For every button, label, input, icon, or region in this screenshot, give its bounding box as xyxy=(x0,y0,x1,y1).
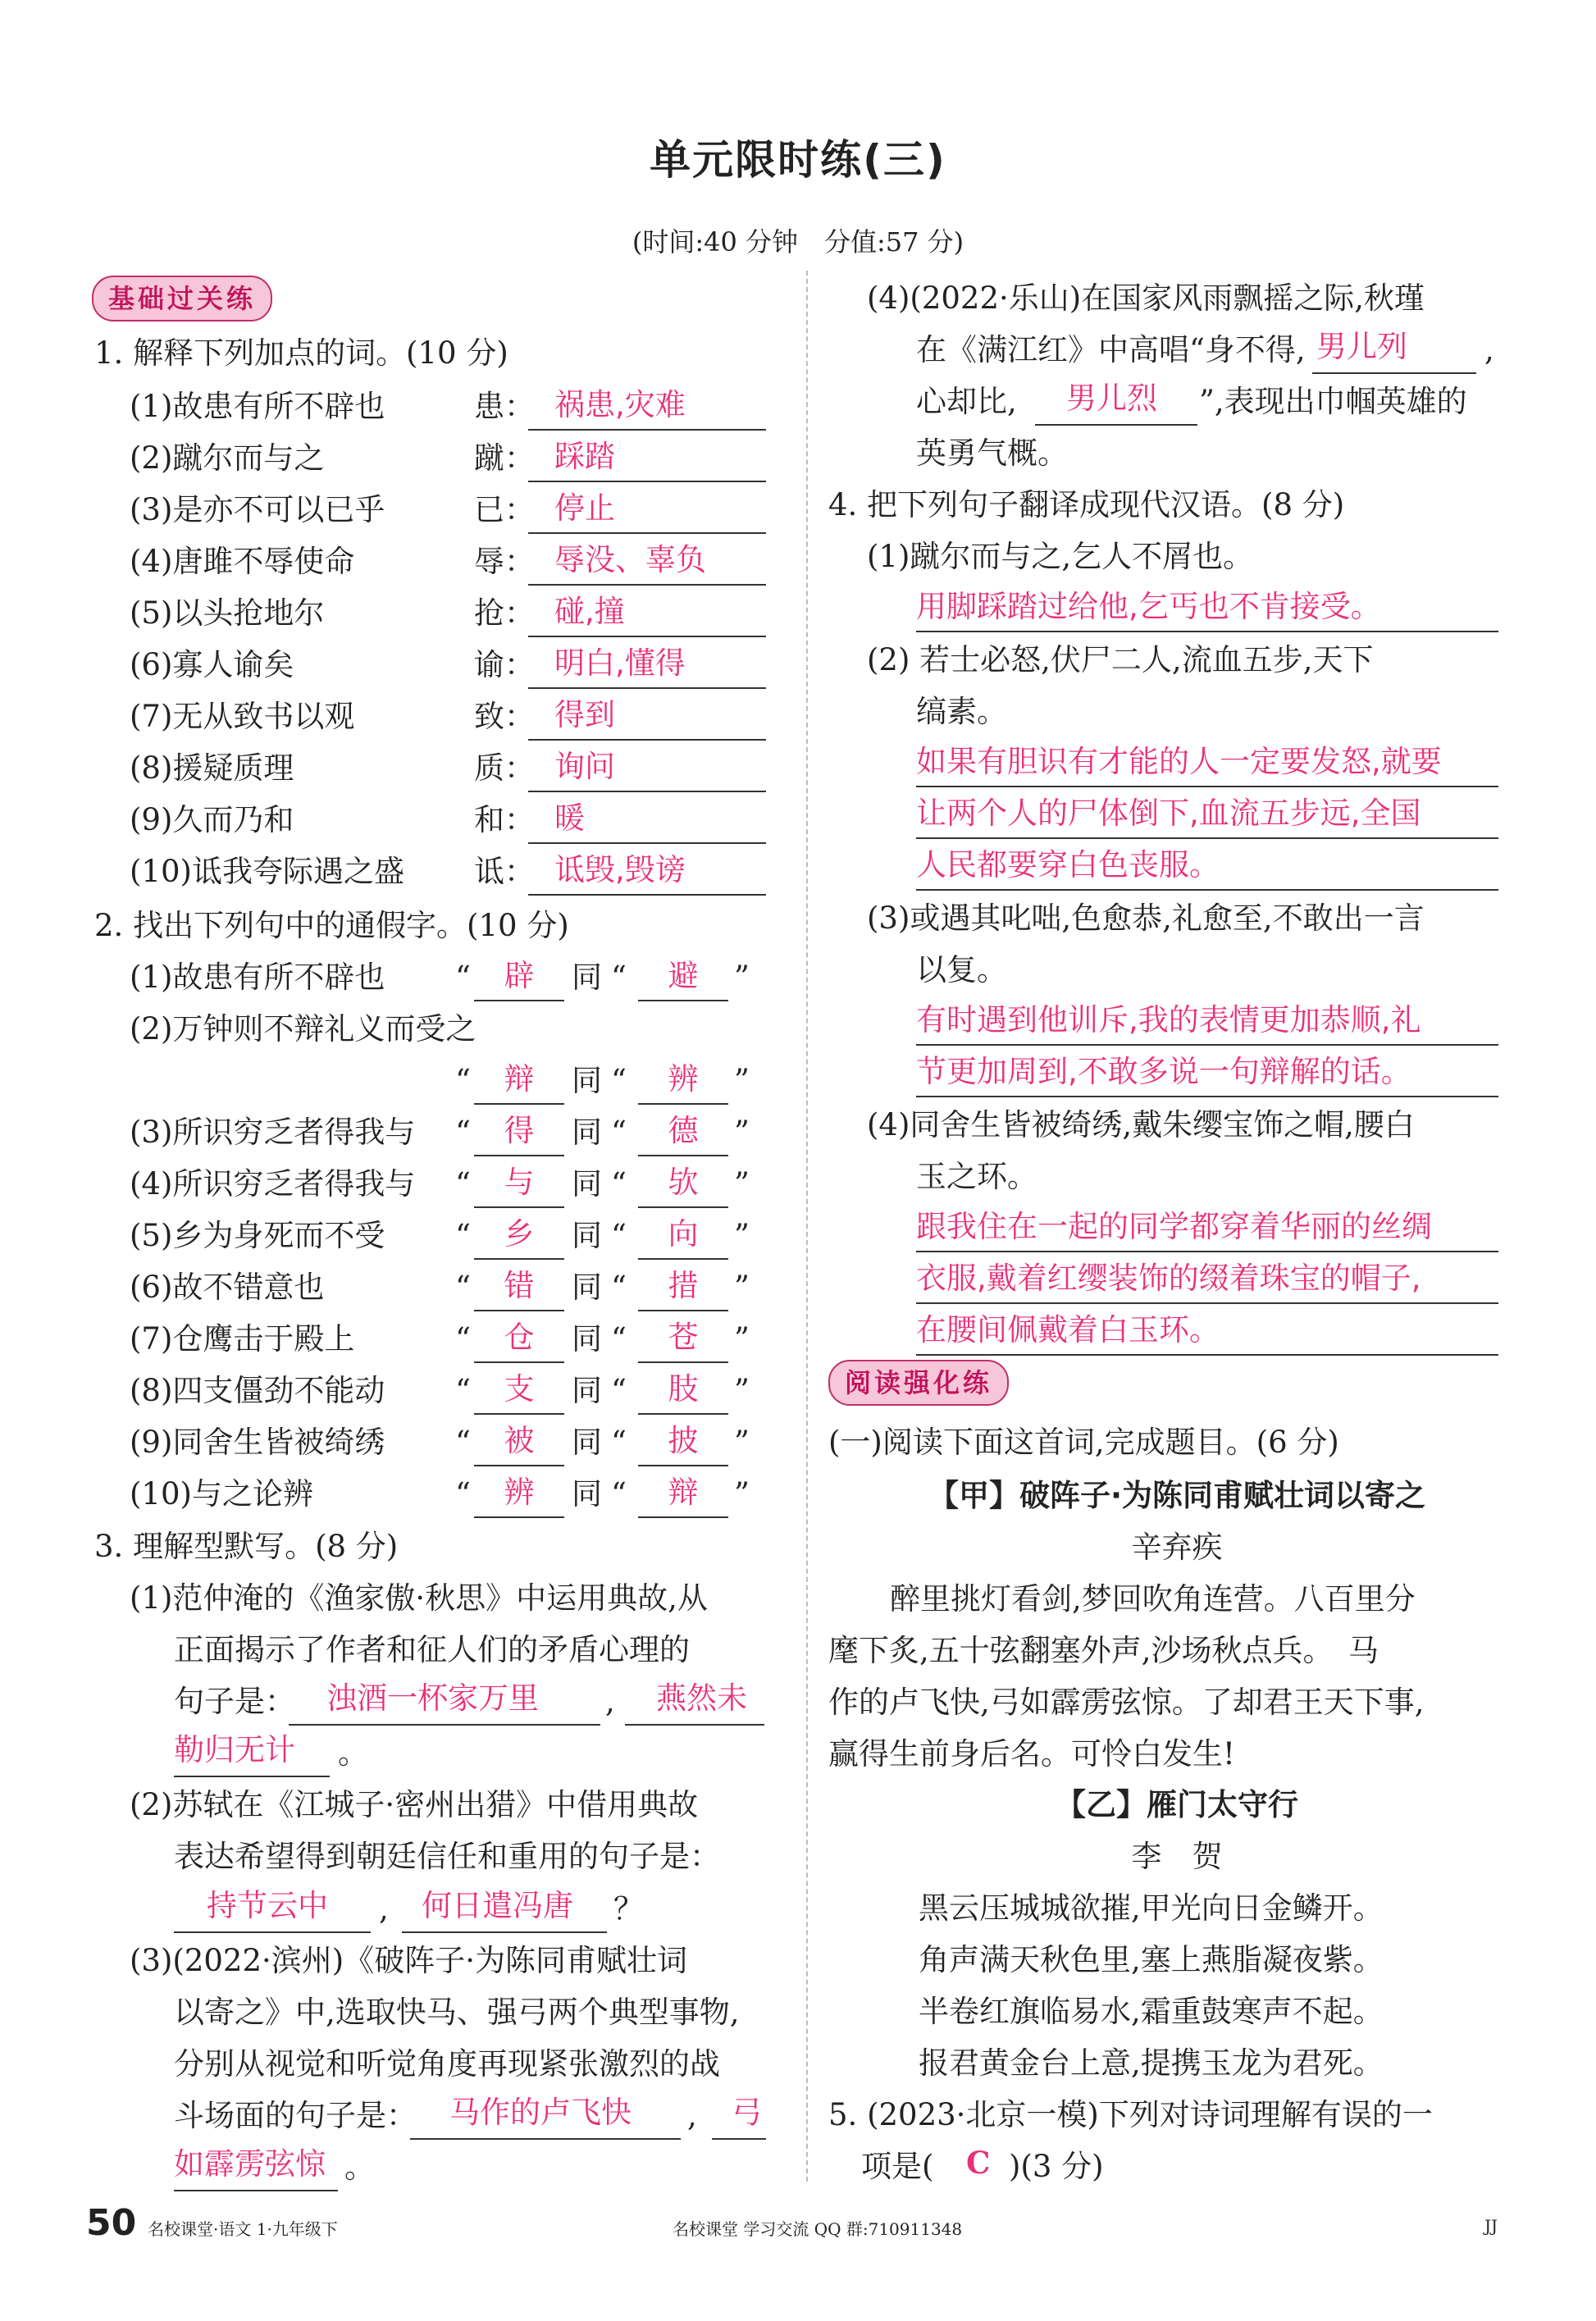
section-badge-reading: 阅读强化练 xyxy=(828,1360,1009,1406)
answer-text: 让两个人的尸体倒下,血流五步远,全国 xyxy=(916,796,1421,831)
question-mark: ？ xyxy=(613,1891,644,1927)
section-badge-basics: 基础过关练 xyxy=(92,276,272,321)
answer-text: 辟 xyxy=(504,958,535,993)
answer-text: 仓 xyxy=(504,1320,535,1355)
tong-label: 同 xyxy=(572,1115,602,1150)
answer-text: 如果有胆识有才能的人一定要发怒,就要 xyxy=(916,744,1442,779)
answer-text: 与 xyxy=(504,1165,535,1200)
answer-text: 浊酒一杯家万里 xyxy=(326,1680,539,1716)
tong-label: 同 xyxy=(572,1166,602,1202)
question-5-text: 项是( xyxy=(861,2149,934,2184)
answer-underline xyxy=(474,1413,564,1415)
sentence-text: (5)乡为身死而不受 xyxy=(130,1218,385,1253)
poem-line: 赢得生前身后名。可怜白发生! xyxy=(828,1736,1235,1772)
answer-text: 停止 xyxy=(554,490,615,526)
answer-underline xyxy=(916,1302,1498,1304)
answer-underline xyxy=(528,842,766,844)
answer-underline xyxy=(638,1000,728,1001)
footer-edition: JJ xyxy=(1484,2216,1498,2236)
question-2-heading: 2. 找出下列句中的通假字。(10 分) xyxy=(94,908,569,943)
tong-label: 同 xyxy=(572,1476,602,1512)
answer-underline xyxy=(638,1103,728,1105)
answer-text: 得到 xyxy=(554,697,615,732)
answer-text: 碰,撞 xyxy=(554,594,625,629)
answer-text: 男儿列 xyxy=(1316,329,1407,364)
answer-underline xyxy=(638,1155,728,1156)
answer-underline xyxy=(528,429,766,431)
text-line: 表达希望得到朝廷信任和重用的句子是： xyxy=(174,1839,720,1874)
poem-line: 作的卢飞快,弓如霹雳弦惊。了却君王天下事, xyxy=(828,1685,1425,1720)
answer-underline xyxy=(916,631,1498,632)
target-word: 诋： xyxy=(474,854,535,889)
answer-underline xyxy=(638,1516,728,1518)
answer-text: 何日遣冯唐 xyxy=(422,1888,573,1923)
quote-mark: ” xyxy=(734,1270,750,1305)
sentence-text: (1)故患有所不辟也 xyxy=(130,960,385,995)
quote-mark: “ xyxy=(611,1115,627,1150)
tong-label: 同 xyxy=(572,1373,602,1408)
column-divider xyxy=(806,271,808,2182)
page-number: 50 xyxy=(86,2202,137,2244)
answer-text: 辩 xyxy=(504,1061,535,1097)
reading-instruction: (一)阅读下面这首词,完成题目。(6 分) xyxy=(828,1425,1339,1460)
answer-text: 踩踏 xyxy=(554,439,615,474)
quote-mark: “ xyxy=(455,1115,471,1150)
quote-mark: “ xyxy=(455,1218,471,1253)
answer-underline xyxy=(916,1044,1498,1046)
tong-label: 同 xyxy=(572,960,602,995)
answer-text: 有时遇到他训斥,我的表情更加恭顺,礼 xyxy=(916,1002,1421,1037)
answer-text: 支 xyxy=(504,1371,535,1407)
answer-underline xyxy=(916,786,1498,787)
poem-a-author: 辛弃疾 xyxy=(1131,1530,1223,1565)
answer-underline xyxy=(528,481,766,482)
answer-text: 勒归无计 xyxy=(174,1732,295,1767)
answer-underline xyxy=(474,1361,564,1363)
answer-underline xyxy=(1035,424,1197,426)
sentence-text: (7)无从致书以观 xyxy=(130,699,355,734)
answer-text: 节更加周到,不敢多说一句辩解的话。 xyxy=(916,1054,1411,1089)
tong-label: 同 xyxy=(572,1218,602,1253)
poem-line: 醉里挑灯看剑,梦回吹角连营。八百里分 xyxy=(890,1581,1416,1616)
answer-underline xyxy=(474,1516,564,1518)
answer-underline xyxy=(638,1413,728,1415)
answer-underline xyxy=(474,1000,564,1001)
text-line: (4)(2022·乐山)在国家风雨飘摇之际,秋瑾 xyxy=(867,280,1425,316)
answer-underline xyxy=(474,1206,564,1208)
answer-underline xyxy=(474,1103,564,1105)
sentence-text: (9)久而乃和 xyxy=(130,802,294,837)
quote-mark: “ xyxy=(455,1321,471,1357)
answer-text: 在腰间佩戴着白玉环。 xyxy=(916,1312,1220,1347)
answer-text: 德 xyxy=(668,1113,699,1148)
poem-b-title: 【乙】雁门太守行 xyxy=(1056,1787,1298,1822)
answer-text: 错 xyxy=(504,1268,535,1303)
sentence-text: (6)故不错意也 xyxy=(130,1270,325,1305)
answer-text: 欤 xyxy=(668,1165,699,1200)
question-sentence: 以复。 xyxy=(916,952,1007,987)
answer-text: 跟我住在一起的同学都穿着华丽的丝绸 xyxy=(916,1209,1432,1244)
poem-b-author: 李 贺 xyxy=(1131,1839,1223,1874)
text-line: 正面揭示了作者和征人们的矛盾心理的 xyxy=(174,1632,690,1667)
answer-underline xyxy=(402,1931,607,1933)
period: 。 xyxy=(344,2150,375,2185)
answer-text: 男儿烈 xyxy=(1066,381,1157,416)
text-line: 心却比, xyxy=(916,384,1017,419)
sentence-text: (7)仓鹰击于殿上 xyxy=(130,1321,355,1357)
answer-text: 辩 xyxy=(668,1475,699,1510)
answer-underline xyxy=(474,1155,564,1156)
answer-underline xyxy=(174,2190,338,2191)
answer-underline xyxy=(174,1931,371,1933)
question-4-heading: 4. 把下列句子翻译成现代汉语。(8 分) xyxy=(828,487,1345,522)
answer-text: 马作的卢飞快 xyxy=(449,2095,632,2130)
sentence-text: (10)与之论辨 xyxy=(130,1476,313,1512)
answer-underline xyxy=(528,636,766,637)
answer-text: 人民都要穿白色丧服。 xyxy=(916,847,1220,882)
sentence-text: (6)寡人谕矣 xyxy=(130,647,294,682)
question-sentence: (4)同舍生皆被绮绣,戴朱缨宝饰之帽,腰白 xyxy=(867,1107,1415,1142)
question-5-text: )(3 分) xyxy=(1009,2149,1104,2184)
target-word: 谕： xyxy=(474,647,535,682)
answer-underline xyxy=(528,791,766,792)
text-line: 以寄之》中,选取快马、强弓两个典型事物, xyxy=(174,1995,740,2030)
question-sentence: 缟素。 xyxy=(916,694,1007,729)
answer-text: 披 xyxy=(668,1423,699,1458)
comma: , xyxy=(687,2098,697,2133)
answer-text: 被 xyxy=(504,1423,535,1458)
answer-underline xyxy=(174,1776,330,1777)
answer-text: 措 xyxy=(668,1268,699,1303)
answer-text: 询问 xyxy=(554,749,615,784)
answer-text: 衣服,戴着红缨装饰的缀着珠宝的帽子, xyxy=(916,1261,1421,1296)
sentence-text: (1)故患有所不辟也 xyxy=(130,389,385,424)
quote-mark: “ xyxy=(455,960,471,995)
tong-label: 同 xyxy=(572,1425,602,1460)
sentence-text: (8)四支僵劲不能动 xyxy=(130,1373,385,1408)
quote-mark: ” xyxy=(734,1373,750,1408)
answer-underline xyxy=(916,889,1498,891)
question-sentence: (1)蹴尔而与之,乞人不屑也。 xyxy=(867,539,1254,574)
text-line: (3)(2022·滨州)《破阵子·为陈同甫赋壮词 xyxy=(130,1943,687,1978)
answer-underline xyxy=(625,1724,764,1726)
tong-label: 同 xyxy=(572,1063,602,1098)
question-sentence: 玉之环。 xyxy=(916,1159,1037,1194)
quote-mark: “ xyxy=(611,1218,627,1253)
quote-mark: “ xyxy=(611,1166,627,1202)
answer-underline xyxy=(638,1206,728,1208)
sentence-text: (5)以头抢地尔 xyxy=(130,595,325,631)
poem-line: 报君黄金台上意,提携玉龙为君死。 xyxy=(919,2045,1384,2081)
answer-underline xyxy=(528,532,766,534)
quote-mark: ” xyxy=(734,1115,750,1150)
answer-text: 辨 xyxy=(668,1061,699,1097)
quote-mark: ” xyxy=(734,960,750,995)
text-line: 斗场面的句子是： xyxy=(174,2098,417,2133)
target-word: 患： xyxy=(474,389,535,424)
sentence-text: (3)是亦不可以已乎 xyxy=(130,492,385,527)
answer-underline xyxy=(638,1310,728,1311)
text-line: 在《满江红》中高唱“身不得, xyxy=(916,332,1306,367)
quote-mark: “ xyxy=(611,1063,627,1098)
time-score-info: (时间:40 分钟 分值:57 分) xyxy=(632,226,964,258)
quote-mark: ” xyxy=(734,1166,750,1202)
question-3-heading: 3. 理解型默写。(8 分) xyxy=(94,1529,399,1564)
target-word: 蹴： xyxy=(474,440,535,476)
answer-text: 辨 xyxy=(504,1475,535,1510)
answer-underline xyxy=(712,2138,766,2140)
sentence-text: (2)蹴尔而与之 xyxy=(130,440,325,476)
poem-line: 麾下炙,五十弦翻塞外声,沙场秋点兵。 马 xyxy=(828,1633,1379,1668)
tong-label: 同 xyxy=(572,1270,602,1305)
answer-underline xyxy=(528,739,766,741)
answer-text: 如霹雳弦惊 xyxy=(174,2146,326,2182)
answer-underline xyxy=(474,1310,564,1311)
target-word: 和： xyxy=(474,802,535,837)
comma: , xyxy=(605,1684,615,1719)
quote-mark: “ xyxy=(611,1476,627,1512)
comma: , xyxy=(379,1891,389,1927)
comma: , xyxy=(1484,332,1494,367)
answer-text: 乡 xyxy=(504,1216,535,1252)
target-word: 抢： xyxy=(474,595,535,631)
sentence-text: (4)所识穷乏者得我与 xyxy=(130,1166,416,1202)
question-5-text: 5. (2023·北京一模)下列对诗词理解有误的一 xyxy=(828,2097,1433,2132)
quote-mark: “ xyxy=(611,1270,627,1305)
sentence-text: (10)诋我夸际遇之盛 xyxy=(130,854,404,889)
quote-mark: “ xyxy=(455,1270,471,1305)
answer-underline xyxy=(410,2138,681,2140)
answer-underline xyxy=(916,1096,1498,1097)
sentence-text: (2)万钟则不辩礼义而受之 xyxy=(130,1011,477,1047)
text-line: ”,表现出巾帼英雄的 xyxy=(1199,384,1467,419)
answer-underline xyxy=(474,1465,564,1466)
answer-text: C xyxy=(966,2145,991,2181)
answer-underline xyxy=(916,1354,1498,1356)
answer-text: 持节云中 xyxy=(207,1888,328,1923)
answer-text: 得 xyxy=(504,1113,535,1148)
text-line: 句子是： xyxy=(174,1684,295,1719)
target-word: 辱： xyxy=(474,544,535,579)
footer-book-info: 名校课堂·语文 1·九年级下 xyxy=(148,2219,338,2239)
tong-label: 同 xyxy=(572,1321,602,1357)
answer-text: 苍 xyxy=(668,1320,699,1355)
answer-underline xyxy=(528,894,766,896)
quote-mark: ” xyxy=(734,1321,750,1357)
answer-text: 明白,懂得 xyxy=(554,645,686,681)
answer-underline xyxy=(638,1258,728,1260)
sentence-text: (9)同舍生皆被绮绣 xyxy=(130,1425,385,1460)
answer-text: 避 xyxy=(668,958,699,993)
text-line: 分别从视觉和听觉角度再现紧张激烈的战 xyxy=(174,2046,720,2082)
poem-line: 黑云压城城欲摧,甲光向日金鳞开。 xyxy=(919,1890,1384,1926)
target-word: 致： xyxy=(474,699,535,734)
text-line: 英勇气概。 xyxy=(916,435,1068,471)
page-title: 单元限时练(三) xyxy=(650,136,946,184)
answer-underline xyxy=(638,1361,728,1363)
quote-mark: “ xyxy=(611,960,627,995)
answer-text: 辱没、辜负 xyxy=(554,542,706,577)
answer-underline xyxy=(528,584,766,586)
quote-mark: ” xyxy=(734,1218,750,1253)
answer-text: 肢 xyxy=(668,1371,699,1407)
quote-mark: “ xyxy=(455,1063,471,1098)
answer-text: 弓 xyxy=(732,2095,762,2130)
quote-mark: ” xyxy=(734,1425,750,1460)
poem-a-title: 【甲】破阵子·为陈同甫赋壮词以寄之 xyxy=(928,1478,1426,1513)
answer-underline xyxy=(638,1465,728,1466)
answer-text: 祸患,灾难 xyxy=(554,387,686,422)
footer-qq-group: 名校课堂 学习交流 QQ 群:710911348 xyxy=(673,2219,963,2239)
quote-mark: “ xyxy=(611,1425,627,1460)
target-word: 已： xyxy=(474,492,535,527)
quote-mark: “ xyxy=(611,1373,627,1408)
answer-underline xyxy=(1312,372,1476,374)
quote-mark: ” xyxy=(734,1476,750,1512)
answer-underline xyxy=(916,837,1498,839)
answer-text: 用脚踩踏过给他,乞丐也不肯接受。 xyxy=(916,589,1381,624)
answer-text: 诋毁,毁谤 xyxy=(554,852,686,887)
question-1-heading: 1. 解释下列加点的词。(10 分) xyxy=(94,335,508,371)
sentence-text: (4)唐雎不辱使命 xyxy=(130,544,355,579)
text-line: (2)苏轼在《江城子·密州出猎》中借用典故 xyxy=(130,1787,699,1822)
answer-underline xyxy=(474,1258,564,1260)
poem-line: 半卷红旗临易水,霜重鼓寒声不起。 xyxy=(919,1994,1384,2029)
answer-underline xyxy=(528,687,766,689)
poem-line: 角声满天秋色里,塞上燕脂凝夜紫。 xyxy=(919,1942,1384,1977)
text-line: (1)范仲淹的《渔家傲·秋思》中运用典故,从 xyxy=(130,1580,708,1616)
question-sentence: (2) 若士必怒,伏尸二人,流血五步,天下 xyxy=(867,642,1374,677)
answer-text: 向 xyxy=(668,1216,699,1252)
quote-mark: “ xyxy=(455,1476,471,1512)
quote-mark: ” xyxy=(734,1063,750,1098)
answer-text: 暖 xyxy=(554,800,585,836)
quote-mark: “ xyxy=(455,1166,471,1202)
sentence-text: (8)援疑质理 xyxy=(130,750,294,786)
quote-mark: “ xyxy=(455,1373,471,1408)
sentence-text: (3)所识穷乏者得我与 xyxy=(130,1115,416,1150)
answer-text: 燕然未 xyxy=(656,1680,747,1716)
question-sentence: (3)或遇其叱咄,色愈恭,礼愈至,不敢出一言 xyxy=(867,901,1425,936)
quote-mark: “ xyxy=(455,1425,471,1460)
answer-underline xyxy=(289,1724,600,1726)
target-word: 质： xyxy=(474,750,535,786)
quote-mark: “ xyxy=(611,1321,627,1357)
answer-underline xyxy=(916,1251,1498,1252)
period: 。 xyxy=(338,1735,368,1771)
